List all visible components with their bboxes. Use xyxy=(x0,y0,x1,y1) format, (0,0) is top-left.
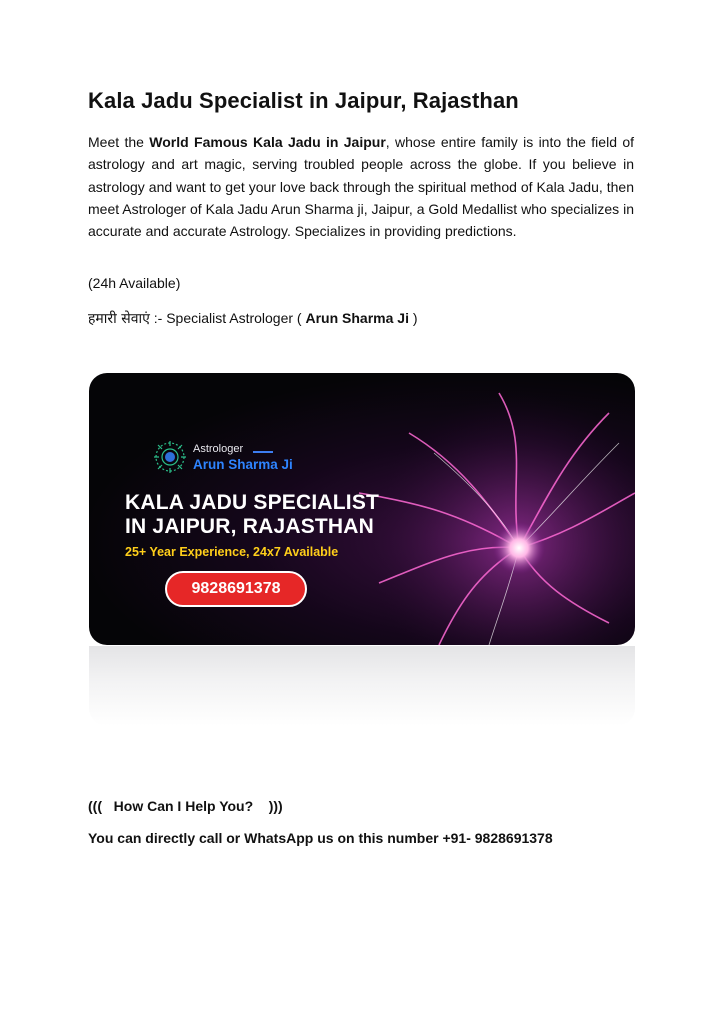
astrologer-logo-icon xyxy=(153,440,187,474)
banner-title-line1: KALA JADU SPECIALIST xyxy=(125,491,380,514)
logo-underline xyxy=(253,451,273,453)
banner-phone-button: 9828691378 xyxy=(165,571,307,607)
intro-paragraph xyxy=(88,131,634,242)
services-hindi-label: हमारी सेवाएं xyxy=(88,311,150,327)
logo-name-text: Arun Sharma Ji xyxy=(193,457,293,472)
page-title: Kala Jadu Specialist in Jaipur, Rajasthan xyxy=(88,88,519,113)
astrologer-name: Arun Sharma Ji xyxy=(305,310,409,326)
intro-bold-phrase: World Famous Kala Jadu in Jaipur xyxy=(149,134,386,150)
call-instruction: You can directly call or WhatsApp us on this number +91- 9828691378 xyxy=(88,830,553,846)
intro-prefix: Meet the xyxy=(88,134,150,150)
banner-reflection xyxy=(89,646,635,726)
banner-title-line2: IN JAIPUR, RAJASTHAN xyxy=(125,515,375,538)
availability-text: (24h Available) xyxy=(88,275,181,291)
promo-banner-image xyxy=(89,373,635,645)
logo-astrologer-text: Astrologer xyxy=(193,443,244,455)
services-close: ) xyxy=(408,310,418,326)
banner-subtitle: 25+ Year Experience, 24x7 Available xyxy=(125,545,339,559)
intro-rest: , whose entire family is into the field of astrology and art magic, serving troubled people across the globe. If you believe in astrology and want to get your love back through the spiritual method of Kala Jadu, then meet Astrologer of Kala Jadu Arun Sharma ji, Jaipur, a Gold Medallist who specializes in accurate and accurate Astrology. Specializes in providing predictions. xyxy=(88,134,634,240)
help-heading: ((( How Can I Help You? ))) xyxy=(88,798,283,814)
services-line xyxy=(88,309,418,328)
plasma-globe-graphic xyxy=(339,373,635,645)
services-separator: :- Specialist Astrologer ( xyxy=(149,310,306,326)
